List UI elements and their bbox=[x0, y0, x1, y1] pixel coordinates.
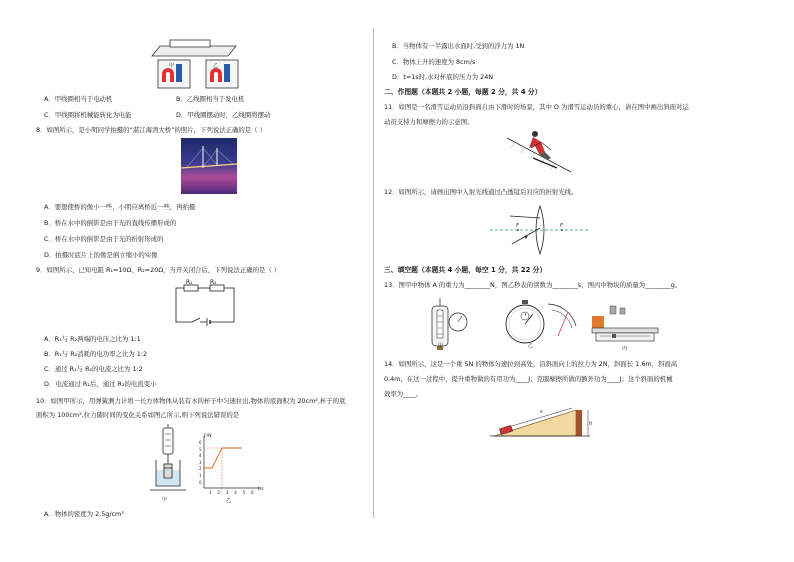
q9-option-c: C．通过 R₁与 R₂的电流之比为 1:2 bbox=[44, 365, 143, 373]
q7-option-d: D．甲线圈摆动时，乙线圈将摆动 bbox=[176, 111, 271, 119]
graph-x-axis-label: t/s bbox=[258, 487, 264, 492]
q9-stem: 9．如图所示，已知电阻 R₁=10Ω、R₂=20Ω，当开关闭合后，下列说法正确的是（ ） bbox=[36, 266, 281, 274]
force-time-graph bbox=[198, 434, 264, 496]
skier-figure bbox=[505, 128, 573, 176]
q8-stem: 8．如图所示，是小明同学拍摄的“湛江海湾大桥”的照片，下列说法正确的是（ ） bbox=[36, 126, 266, 134]
q13-fig-label-b: 乙 bbox=[528, 343, 534, 349]
q14-stem-line2: 0.4m，在这一过程中，提升重物做的有用功为____J；克服摩擦所做的额外功为____J；这个斜面的机械 bbox=[384, 375, 673, 383]
lens-figure bbox=[488, 204, 592, 256]
bridge-photo bbox=[181, 138, 237, 194]
graph-x-tick: 6 bbox=[251, 490, 254, 495]
q8-option-b: B．桥在水中的倒影是由于光的直线传播形成的 bbox=[44, 219, 177, 227]
q12-stem: 12．如图所示，请画出图中入射光线通过凸透镜后对应的折射光线。 bbox=[384, 188, 578, 196]
graph-x-tick: 3 bbox=[225, 490, 229, 495]
q13-stem: 13．图甲中物体 A 的重力为________N，图乙秒表的读数为________s，图丙中物块的质量为________g。 bbox=[384, 281, 682, 289]
graph-y-axis-label: F/N bbox=[204, 434, 212, 439]
graph-y-tick: 6 bbox=[199, 440, 202, 445]
graph-y-tick: 1 bbox=[199, 472, 202, 478]
q10-option-c: C．物体上升的速度为 8cm/s bbox=[392, 58, 476, 66]
q14-stem-line3: 效率为____。 bbox=[384, 390, 423, 398]
q8-option-a: A．要想使桥的像小一些，小明应离桥近一些，再拍摄 bbox=[44, 203, 196, 211]
graph-y-tick: 5 bbox=[199, 446, 202, 452]
q13-fig-label-c: 丙 bbox=[622, 346, 628, 352]
stopwatch-figure bbox=[498, 300, 578, 346]
graph-y-tick: 2 bbox=[199, 466, 202, 472]
q8-option-c: C．桥在水中的倒影是由于光的折射形成的 bbox=[44, 235, 164, 243]
graph-y-ticks bbox=[199, 440, 202, 486]
lens-focus-left-label: F bbox=[516, 223, 519, 229]
q10-fig-label-b: 乙 bbox=[226, 498, 232, 504]
coil-fig-label-a: 甲 bbox=[169, 63, 175, 69]
q11-stem-line1: 11．如图是一名滑雪运动员沿斜面自由下滑时的场景，其中 O 为滑雪运动员的重心，请在图中画出斜面对运 bbox=[384, 103, 689, 111]
circuit-diagram bbox=[174, 278, 236, 326]
q10-stem-line2: 面积为 100cm²,拉力随时间的变化关系如图乙所示,则下列说法错误的是 bbox=[36, 411, 240, 419]
q10-option-a: A．物体的密度为 2.5g/cm³ bbox=[44, 510, 124, 518]
graph-y-tick: 0 bbox=[199, 479, 202, 485]
q10-option-d: D．t=1s时,水对杯底的压力为 24N bbox=[392, 73, 494, 81]
graph-x-tick: 2 bbox=[217, 490, 220, 495]
q7-option-c: C．甲线圈将机械能转化为电能 bbox=[44, 111, 132, 119]
spring-scale-figure bbox=[150, 424, 186, 496]
circuit-r2-label: R₂ bbox=[210, 279, 217, 286]
graph-y-tick: 4 bbox=[199, 453, 202, 459]
graph-x-tick: 1 bbox=[209, 490, 212, 495]
coil-fig-label-b: 乙 bbox=[213, 63, 219, 69]
graph-x-ticks bbox=[209, 489, 254, 497]
graph-x-tick: 4 bbox=[234, 490, 237, 495]
q10-stem-line1: 10．如图甲所示，用弹簧测力计将一长方体物体从装有水的杯子中匀速拉出,物体的底面积为 20cm²,杯子的底 bbox=[36, 397, 346, 405]
balance-scale-figure bbox=[590, 300, 660, 344]
q14-stem-line1: 14．如图所示，这是一个重 5N 的物体匀速拉到高处，沿斜面向上的拉力为 2N，斜面长 1.6m，斜面高 bbox=[384, 360, 678, 368]
q10-fig-label-a: 甲 bbox=[162, 497, 168, 503]
q10-option-b: B．当物体有一半露出水面时,受到的浮力为 1N bbox=[392, 42, 525, 50]
incline-h-label: h bbox=[589, 421, 593, 427]
spring-balance-figure bbox=[430, 296, 470, 350]
q9-option-b: B．R₁与 R₂消耗的电功率之比为 1:2 bbox=[44, 350, 148, 358]
section-2-title: 二、作图题（本题共 2 小题，每题 2 分，共 4 分） bbox=[384, 88, 542, 96]
q9-option-a: A．R₁与 R₂两端的电压之比为 1:1 bbox=[44, 335, 141, 343]
q7-option-a: A．甲线圈相当于电动机 bbox=[44, 95, 113, 103]
q9-option-d: D．电流通过 R₁后，通过 R₂的电流变小 bbox=[44, 380, 157, 388]
circuit-r1-label: R₁ bbox=[186, 279, 193, 286]
q8-option-d: D．拍摄时底片上的像是倒立缩小的实像 bbox=[44, 251, 158, 259]
column-divider bbox=[373, 28, 374, 518]
q13-fig-label-a: 甲 bbox=[438, 343, 444, 349]
section-3-title: 三、填空题（本题共 4 小题，每空 1 分，共 22 分） bbox=[384, 266, 547, 274]
graph-y-tick: 3 bbox=[199, 459, 202, 465]
q7-option-b: B．乙线圈相当于发电机 bbox=[176, 95, 245, 103]
coil-figure bbox=[148, 38, 248, 90]
incline-s-label: s bbox=[540, 409, 543, 415]
lens-focus-right-label: F bbox=[560, 223, 563, 229]
q11-stem-line2: 动员支持力和摩擦力的示意图。 bbox=[384, 118, 474, 126]
graph-x-tick: 5 bbox=[242, 490, 246, 495]
